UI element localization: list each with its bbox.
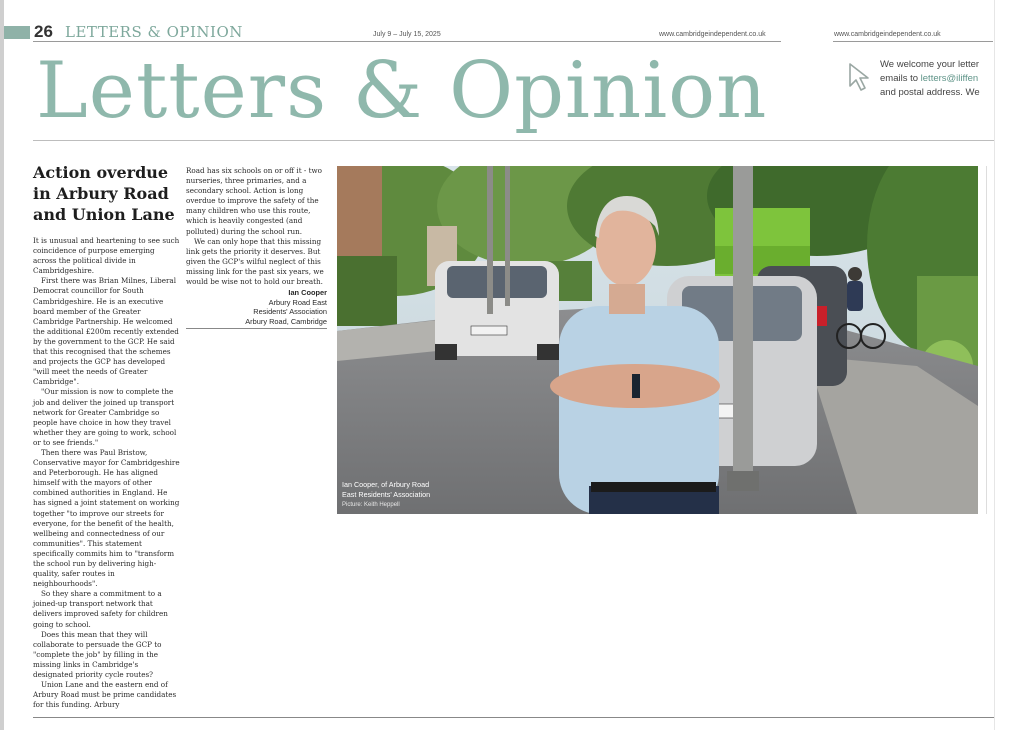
welcome-line-1: We welcome your letter <box>880 59 980 70</box>
article-column-1 <box>33 236 180 710</box>
cursor-arrow-icon <box>848 62 870 92</box>
photo-side-rule <box>986 166 987 514</box>
page-title: Letters & Opinion <box>36 46 768 136</box>
website-url-right[interactable]: www.cambridgeindependent.co.uk <box>834 31 941 38</box>
paragraph: "Our mission is now to complete the job and deliver the joined up transport network for Greater Cambridge so people have choice in how they travel whether they are going to work, school or to see friends." <box>33 387 177 447</box>
welcome-line-2-prefix: emails to <box>880 73 921 84</box>
article-column-2 <box>186 166 327 327</box>
paragraph: First there was Brian Milnes, Liberal Democrat councillor for South Cambridgeshire. He is an executive board member of the Greater Cambridge Partnership. He welcomed the additional £200m recently extended by the government to the GCP. He said that this recognised that the schemes and projects the GCP has developed "will meet the needs of Greater Cambridge". <box>33 276 179 387</box>
letters-welcome-box <box>880 58 994 100</box>
bottom-rule <box>33 717 994 718</box>
header-rule <box>33 41 781 42</box>
header-rule-right <box>833 41 993 42</box>
photo-credit: Picture: Keith Heppell <box>342 502 400 508</box>
masthead-divider <box>33 140 994 141</box>
column-divider <box>186 328 327 329</box>
paragraph: Does this mean that they will collaborate to persuade the GCP to "complete the job" by filling in the missing links in Cambridge's designated priority cycle routes? <box>33 629 162 680</box>
author-address: Arbury Road, Cambridge <box>245 316 327 326</box>
paragraph: Union Lane and the eastern end of Arbury Road must be prime candidates for this funding. Arbury <box>33 680 177 710</box>
section-title: LETTERS & OPINION <box>65 23 243 41</box>
caption-line-2: East Residents' Association <box>342 490 431 499</box>
section-tab-marker <box>4 26 30 39</box>
author-affiliation-1: Arbury Road East <box>268 297 327 307</box>
paragraph: So they share a commitment to a joined-up transport network that delivers improved safety for children going to school. <box>33 589 168 629</box>
paragraph: We can only hope that this missing link gets the priority it deserves. But given the GCP's wilful neglect of this missing link for the past six years, we would be wise not to hold our breath. <box>186 236 324 287</box>
caption-line-1: Ian Cooper, of Arbury Road <box>342 480 430 489</box>
website-url[interactable]: www.cambridgeindependent.co.uk <box>659 31 766 38</box>
article-headline: Action overdue in Arbury Road and Union Lane <box>33 163 175 224</box>
article-photo <box>337 166 978 514</box>
letters-email-link[interactable]: letters@iliffen <box>920 73 979 84</box>
page-right-margin <box>994 0 1024 730</box>
welcome-line-3: and postal address. We <box>880 87 980 98</box>
author-affiliation-2: Residents' Association <box>253 307 327 317</box>
paragraph: It is unusual and heartening to see such coincidence of purpose emerging across the political divide in Cambridgeshire. <box>33 236 180 276</box>
paragraph: Then there was Paul Bristow, Conservative mayor for Cambridgeshire and Peterborough. He has aligned himself with the mayors of other combined authorities in England. He has signed a joint statement on working together "to improve our streets for everyone, for the benefit of the health, wellbeing and connectedness of our communities". This statement specifically commits him to "transform the school run by delivering high-quality, safer routes in neighbourhoods". <box>33 447 180 589</box>
page-edge <box>0 0 4 730</box>
author-name: Ian Cooper <box>288 288 327 298</box>
street-photo-illustration <box>337 166 978 514</box>
paragraph: Road has six schools on or off it - two nurseries, three primaries, and a secondary school. Action is long overdue to improve the safety of the many children who use this route, which is heavily congested (and polluted) during the school run. <box>186 166 322 236</box>
letter-signature <box>186 288 327 326</box>
issue-dates: July 9 – July 15, 2025 <box>373 31 441 38</box>
welcome-line-2 <box>880 72 994 86</box>
photo-caption <box>342 480 482 510</box>
page-number: 26 <box>34 22 53 41</box>
